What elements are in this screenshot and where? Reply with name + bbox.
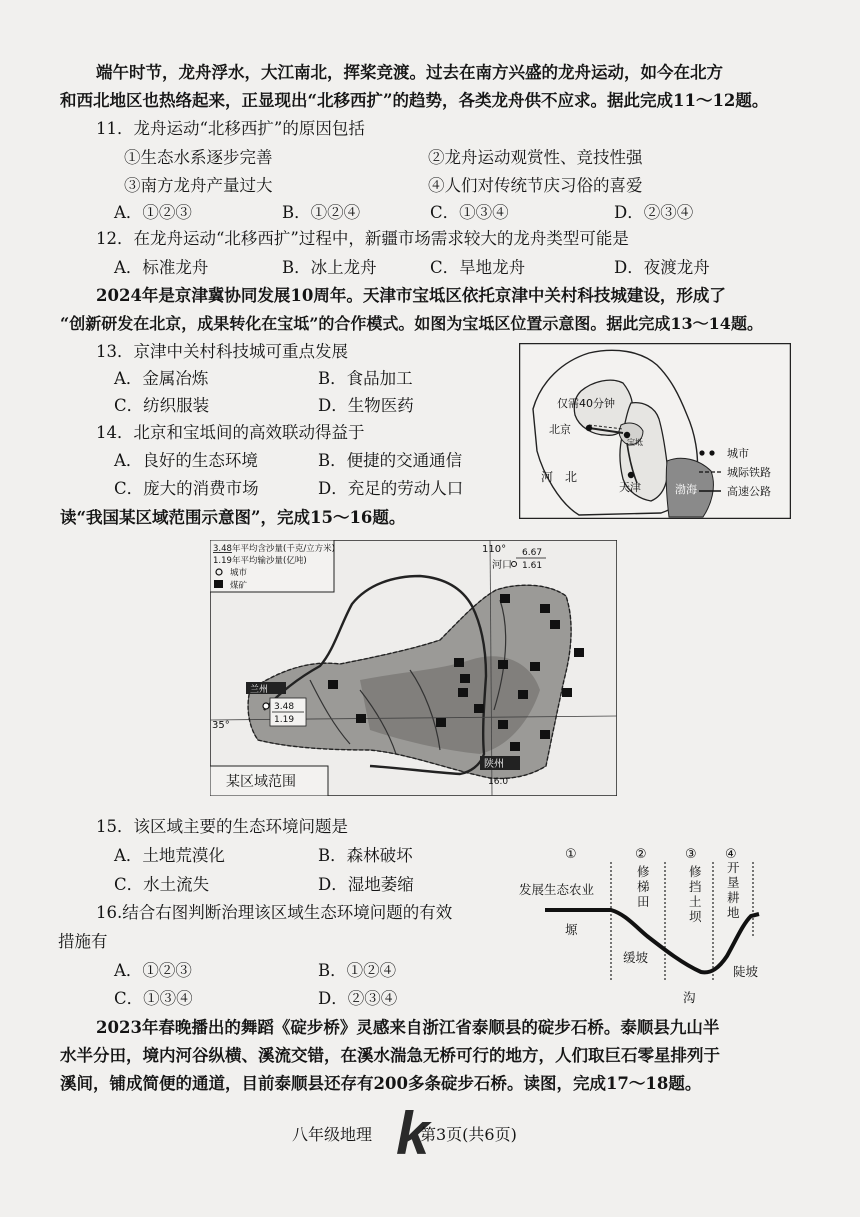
legend-railway-label: 城际铁路 bbox=[727, 466, 771, 479]
intro4-line1: 2023年春晚播出的舞蹈《碇步桥》灵感来自浙江省泰顺县的碇步石桥。泰顺县九山半 bbox=[96, 1018, 720, 1037]
intro4-line3: 溪间，铺成简便的通道，目前泰顺县还存有200多条碇步石桥。读图，完成17～18题。 bbox=[60, 1074, 702, 1093]
lanzhou-transport-value: 1.19 bbox=[274, 715, 295, 725]
slope-terrain-diagram bbox=[515, 838, 777, 1006]
terrace-label bbox=[637, 864, 650, 909]
q14-option-a[interactable]: A．良好的生态环境 bbox=[114, 451, 258, 470]
map1-hebei-label: 河 北 bbox=[541, 470, 578, 484]
diagram-num-1: ① bbox=[565, 847, 577, 862]
q11-item-2: ②龙舟运动观赏性、竞技性强 bbox=[428, 148, 643, 167]
map1-beijing-label: 北京 bbox=[549, 423, 571, 436]
q16-option-a[interactable]: A．①②③ bbox=[114, 961, 192, 980]
q11-stem: 11．龙舟运动“北移西扩”的原因包括 bbox=[96, 119, 365, 138]
gentle-slope-label: 缓坡 bbox=[623, 950, 649, 965]
q16-option-d[interactable]: D．②③④ bbox=[318, 989, 398, 1008]
diagram-num-4: ④ bbox=[725, 847, 737, 862]
shanxian-value: 16.0 bbox=[488, 777, 509, 787]
q15-option-a[interactable]: A．土地荒漠化 bbox=[114, 846, 225, 865]
q16-stem-line2: 措施有 bbox=[58, 932, 108, 951]
q11-item-1: ①生态水系逐步完善 bbox=[124, 148, 273, 167]
diagram-num-3: ③ bbox=[685, 847, 697, 862]
q12-option-b[interactable]: B．冰上龙舟 bbox=[282, 258, 377, 277]
footer-subject: 八年级地理 bbox=[292, 1125, 373, 1144]
q12-option-a[interactable]: A．标准龙舟 bbox=[114, 258, 209, 277]
lon-110-label: 110° bbox=[482, 544, 507, 555]
lat-35-label: 35° bbox=[212, 720, 230, 731]
q11-option-c[interactable]: C．①③④ bbox=[430, 203, 509, 222]
legend-coal-label: 煤矿 bbox=[230, 581, 248, 591]
q13-option-c[interactable]: C．纺织服装 bbox=[114, 396, 210, 415]
intro1-line2: 和西北地区也热络起来，正显现出“北移西扩”的趋势，各类龙舟供不应求。据此完成11～12题。 bbox=[60, 91, 769, 110]
q12-option-c[interactable]: C．旱地龙舟 bbox=[430, 258, 526, 277]
legend-transport-text: 年平均输沙量(亿吨) bbox=[232, 556, 307, 566]
intro2-line1: 2024年是京津冀协同发展10周年。天津市宝坻区依托京津中关村科技城建设，形成了 bbox=[96, 286, 726, 305]
q14-stem: 14．北京和宝坻间的高效联动得益于 bbox=[96, 423, 365, 442]
lanzhou-label: 兰州 bbox=[250, 685, 269, 695]
legend-city2-label: 城市 bbox=[230, 568, 248, 578]
region-range-label: 某区域范围 bbox=[226, 774, 296, 790]
svg-text:修梯田: 修梯田 bbox=[637, 864, 650, 909]
lanzhou-sediment-value: 3.48 bbox=[274, 702, 295, 712]
gully-label: 沟 bbox=[683, 990, 696, 1005]
q11-item-4: ④人们对传统节庆习俗的喜爱 bbox=[428, 176, 643, 195]
q13-option-d[interactable]: D．生物医药 bbox=[318, 396, 414, 415]
q11-option-a[interactable]: A．①②③ bbox=[114, 203, 192, 222]
intro3: 读“我国某区域范围示意图”，完成15～16题。 bbox=[60, 508, 406, 527]
yuan-label: 塬 bbox=[565, 922, 578, 937]
reclaim-label bbox=[727, 860, 740, 920]
hekou-transport-value: 1.61 bbox=[522, 561, 543, 571]
region-range-map bbox=[210, 540, 617, 796]
beijing-city-dot bbox=[586, 425, 592, 431]
q13-option-a[interactable]: A．金属冶炼 bbox=[114, 369, 209, 388]
hekou-sediment-value: 6.67 bbox=[522, 548, 543, 558]
q11-item-3: ③南方龙舟产量过大 bbox=[124, 176, 273, 195]
q15-option-d[interactable]: D．湿地萎缩 bbox=[318, 875, 414, 894]
intro1-line1: 端午时节，龙舟浮水，大江南北，挥桨竞渡。过去在南方兴盛的龙舟运动，如今在北方 bbox=[96, 63, 723, 82]
q15-option-c[interactable]: C．水土流失 bbox=[114, 875, 210, 894]
legend-city-label: 城市 bbox=[727, 447, 749, 460]
map1-baodi-label: 宝坻 bbox=[627, 438, 643, 447]
q16-option-c[interactable]: C．①③④ bbox=[114, 989, 193, 1008]
svg-text:修挡土坝: 修挡土坝 bbox=[689, 864, 702, 924]
intro2-line2: “创新研发在北京，成果转化在宝坻”的合作模式。如图为宝坻区位置示意图。据此完成13～14题。 bbox=[60, 314, 763, 333]
q15-stem: 15．该区域主要的生态环境问题是 bbox=[96, 817, 348, 836]
q14-option-c[interactable]: C．庞大的消费市场 bbox=[114, 479, 259, 498]
legend-sediment-num: 3.48 bbox=[213, 544, 232, 554]
legend-highway-label: 高速公路 bbox=[727, 485, 771, 498]
map1-bohai-label: 渤海 bbox=[675, 483, 697, 496]
q14-option-d[interactable]: D．充足的劳动人口 bbox=[318, 479, 464, 498]
svg-text:开垦耕地: 开垦耕地 bbox=[727, 860, 740, 920]
diagram-num-2: ② bbox=[635, 847, 647, 862]
q11-option-b[interactable]: B．①②④ bbox=[282, 203, 361, 222]
k-watermark-logo: k bbox=[396, 1100, 430, 1167]
hekou-label: 河口 bbox=[492, 560, 512, 571]
q12-option-d[interactable]: D．夜渡龙舟 bbox=[614, 258, 710, 277]
legend-sediment-text: 年平均含沙量(千克/立方米) bbox=[232, 544, 335, 554]
q15-option-b[interactable]: B．森林破坏 bbox=[318, 846, 413, 865]
eco-farming-label: 发展生态农业 bbox=[519, 882, 595, 897]
map1-tianjin-label: 天津 bbox=[619, 481, 641, 494]
shanxian-label: 陕州 bbox=[484, 759, 504, 770]
q12-stem: 12．在龙舟运动“北移西扩”过程中，新疆市场需求较大的龙舟类型可能是 bbox=[96, 229, 629, 248]
q14-option-b[interactable]: B．便捷的交通通信 bbox=[318, 451, 463, 470]
baodi-location-map bbox=[519, 343, 791, 519]
footer-page: 第3页(共6页) bbox=[420, 1125, 517, 1144]
q13-stem: 13．京津中关村科技城可重点发展 bbox=[96, 342, 348, 361]
map1-time-label: 仅需40分钟 bbox=[557, 397, 615, 410]
q16-option-b[interactable]: B．①②④ bbox=[318, 961, 397, 980]
q13-option-b[interactable]: B．食品加工 bbox=[318, 369, 413, 388]
q16-stem-line1: 16.结合右图判断治理该区域生态环境问题的有效 bbox=[96, 903, 453, 922]
q11-option-d[interactable]: D．②③④ bbox=[614, 203, 694, 222]
legend-transport-num: 1.19 bbox=[213, 556, 232, 566]
steep-slope-label: 陡坡 bbox=[733, 964, 759, 979]
tianjin-city-dot bbox=[628, 472, 634, 478]
dam-label bbox=[689, 864, 702, 924]
intro4-line2: 水半分田，境内河谷纵横、溪流交错，在溪水湍急无桥可行的地方，人们取巨石零星排列于 bbox=[60, 1046, 720, 1065]
